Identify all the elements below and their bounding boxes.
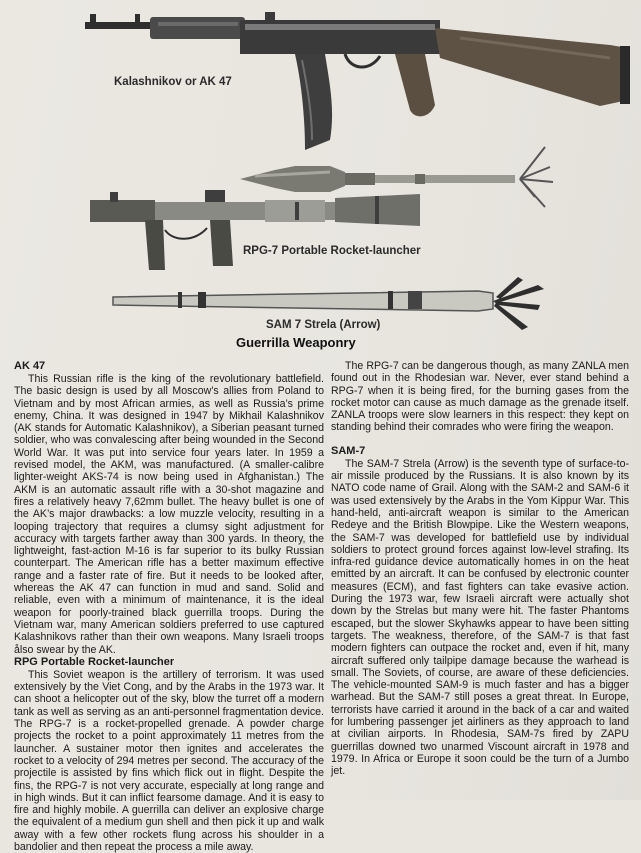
ak47-paragraph: This Russian rifle is the king of the revolutionary battlefield. The basic design is used by all Moscow’s allies from Poland to Vietnam and by most African armies, as well as Russia’s prime enemy, China. It was designed in 1947 by Mikhail Kalashnikov (AK stands for Automatic Kalashnikov), a Siberian peasant turned soldier, who was convalescing after being wounded in the Second World War. It was put into service four years later. In 1959 a revised model, the AKM, was manufactured. (A smaller-calibre lighter-weight AKS-74 is now being used in Afghanistan.) The AKM is an automatic assault rifle with a 30-shot magazine and fires a relatively heavy 7,62mm bullet. The heavy bullet is one of the AK’s major drawbacks: a low muzzle velocity, resulting in a looping trajectory that requires a clumsy sight adjustment for accuracy with targets farther away than 300 yards. In theory, the lightweight, fast-action M-16 is far superior to its bulky Russian counterpart. The American rifle has a better maximum effective range and a faster rate of fire. But it needs to be looked after, whereas the AK 47 can function in mud and sand. Solid and reliable, even with a minimum of maintenance, it is the ideal weapon for poorly-trained black guerrilla troops. During the Vietnam war, many American soldiers preferred to use captured Kalashnikovs rather than their own weapons. Many Israeli troops ålso swear by the AK. xyxy=(14,373,324,656)
ak47-caption: Kalashnikov or AK 47 xyxy=(114,76,232,88)
ak47-rifle-illustration xyxy=(80,0,640,150)
weapons-illustration-plate xyxy=(0,0,641,355)
right-column xyxy=(331,360,629,778)
sam-heading: SAM-7 xyxy=(331,444,366,457)
rpg-heading: RPG Portable Rocket-launcher xyxy=(14,655,175,668)
rpg-paragraph-2: The RPG-7 can be dangerous though, as many ZANLA men found out in the Rhodesian war. Never, ever stand behind a RPG-7 when it is being fired, for the burning gases from the rocket motor can cause as much damage as the grenade itself. ZANLA troops were slow learners in this respect: they kept on standing behind their comrades who were firing the weapon. xyxy=(331,360,629,434)
left-column xyxy=(14,360,324,853)
rpg7-caption: RPG-7 Portable Rocket-launcher xyxy=(243,245,421,257)
rpg7-launcher-illustration xyxy=(85,180,435,275)
ak47-heading: AK 47 xyxy=(14,360,46,372)
plate-title: Guerrilla Weaponry xyxy=(236,335,356,350)
sam7-caption: SAM 7 Strela (Arrow) xyxy=(266,319,381,331)
rpg-paragraph-1: This Soviet weapon is the artillery of terrorism. It was used extensively by the Viet Cong, and by the Arabs in the 1973 war. It can shoot a helicopter out of the sky, blow the turret off a modern tank as well as serving as an anti-personnel fragmentation device. The RPG-7 is a rocket-propelled grenade. A powder charge projects the rocket to a point approximately 11 metres from the launcher. A sustainer motor then ignites and accelerates the rocket to a velocity of 294 metres per second. The accuracy of the projectile is assisted by fins which flick out in flight. Despite the fins, the RPG-7 is not very accurate, especially at long range and in high winds. But it can inflict fearsome damage. And it is easy to fire and highly mobile. A guerrilla can deliver an explosive charge the equivalent of a medium gun shell and then pick it up and walk away with a few other rockets flung across his shoulder in a bandolier and then repeat the process a mile away. xyxy=(14,668,324,853)
sam-paragraph: The SAM-7 Strela (Arrow) is the seventh type of surface-to-air missile produced by the Russians. It is also known by its NATO code name of Grail. Along with the SAM-2 and SAM-6 it was used extensively by the Arabs in the Yom Kippur War. This hand-held, anti-aircraft weapon is similar to the American Redeye and the British Blowpipe. Like the Western weapons, the SAM-7 was developed for battlefield use by individual soldiers to protect ground forces against low-level strafing. Its infra-red guidance device automatically homes in on the heat emitted by an aircraft. It can be confused by electronic counter measures (ECM), and fast fighters can take evasive action. During the 1973 war, few Israeli aircraft were actually shot down by the Strelas but many were hit. The faster Phantoms escaped, but the slower Skyhawks appear to have been sitting targets. The weakness, therefore, of the SAM-7 is that fast modern fighters can outpace the rocket and, even if hit, many aircraft suffered only tailpipe damage because the warhead is small. The Soviets, of course, are aware of these deficiencies. The vehicle-mounted SAM-9 is much faster and has a bigger warhead. But the SAM-7 still poses a great threat. In Europe, terrorists have carried it around in the back of a car and waited for lumbering passenger jet airliners as they approach to land at civilian airports. In Rhodesia, SAM-7s fired by ZAPU guerrillas downed two unarmed Viscount aircraft in 1978 and 1979. In Africa or Europe it soon could be the turn of a Jumbo jet. xyxy=(331,457,629,778)
